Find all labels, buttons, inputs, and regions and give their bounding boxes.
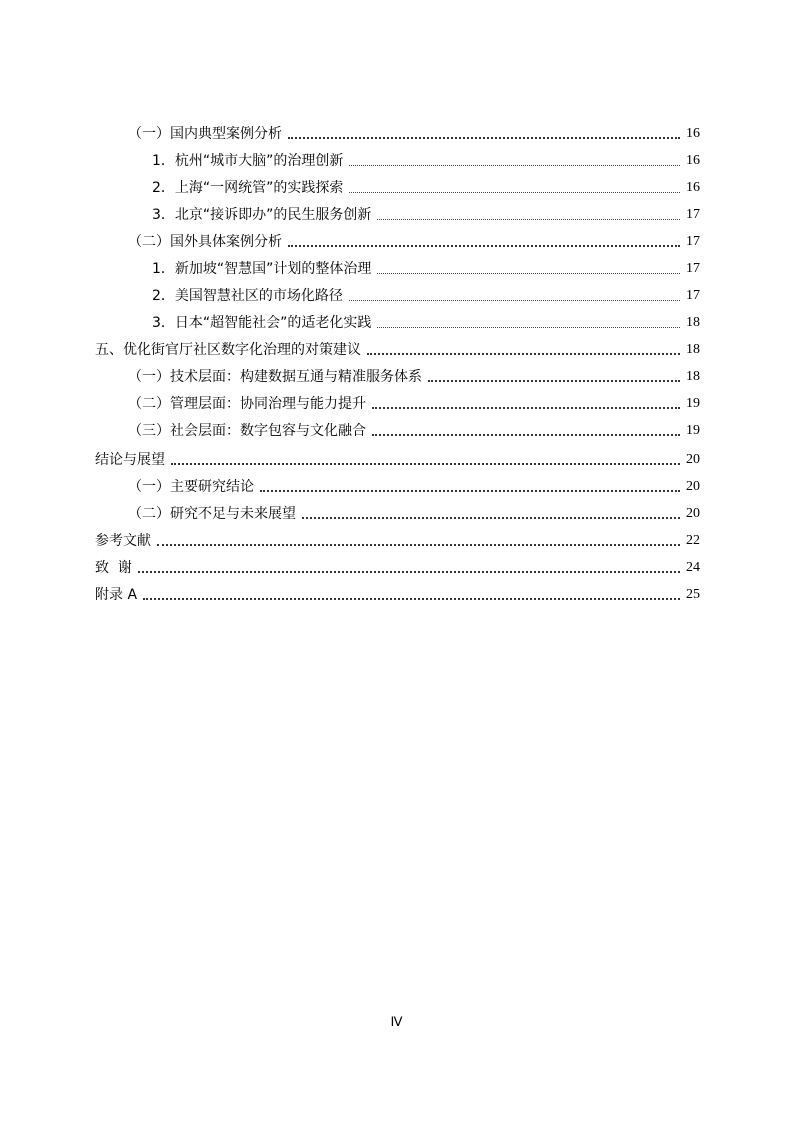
toc-entry[interactable] <box>152 204 700 226</box>
toc-entry-label: 3．北京“接诉即办”的民生服务创新 <box>152 207 372 223</box>
toc-entry-page: 17 <box>686 234 700 249</box>
toc-entry-label: 2．美国智慧社区的市场化路径 <box>152 288 343 304</box>
toc-entry[interactable] <box>152 312 700 334</box>
toc-entry-page: 16 <box>686 153 700 168</box>
toc-entry-page: 18 <box>686 342 700 357</box>
toc-leader-dots <box>372 393 680 415</box>
toc-entry[interactable] <box>128 123 700 145</box>
toc-leader-dots <box>260 476 680 498</box>
toc-entry[interactable] <box>95 339 700 361</box>
toc-entry-page: 17 <box>686 288 700 303</box>
toc-leader-dots <box>171 449 680 471</box>
toc-entry-page: 20 <box>686 506 700 521</box>
toc-entry-label: （三）社会层面：数字包容与文化融合 <box>128 423 366 439</box>
toc-entry-label: （一）技术层面：构建数据互通与精准服务体系 <box>128 369 422 385</box>
toc-entry-label: 1．新加坡“智慧国”计划的整体治理 <box>152 261 372 277</box>
toc-entry-page: 22 <box>686 533 700 548</box>
toc-entry[interactable] <box>152 177 700 199</box>
toc-entry-page: 18 <box>686 315 700 330</box>
toc-leader-dots <box>288 231 680 253</box>
toc-leader-dots <box>367 339 680 361</box>
toc-leader-dots <box>372 420 680 442</box>
toc-leader-dots <box>349 177 680 199</box>
toc-entry-page: 19 <box>686 396 700 411</box>
toc-leader-dots <box>377 312 680 334</box>
toc-entry-label: 参考文献 <box>95 533 151 549</box>
toc-entry-page: 25 <box>686 587 700 602</box>
toc-leader-dots <box>143 584 680 606</box>
toc-entry-label: （二）国外具体案例分析 <box>128 234 282 250</box>
toc-entry-label: 附录 A <box>95 587 138 603</box>
toc-leader-dots <box>302 503 680 525</box>
toc-entry-label: （二）研究不足与未来展望 <box>128 506 296 522</box>
toc-entry-label: 结论与展望 <box>95 452 165 468</box>
toc-leader-dots <box>138 557 680 579</box>
toc-entry-page: 16 <box>686 180 700 195</box>
page-number: Ⅳ <box>390 1014 403 1029</box>
toc-entry-page: 24 <box>686 560 700 575</box>
toc-entry[interactable] <box>95 557 700 579</box>
toc-leader-dots <box>377 258 680 280</box>
toc-entry-label: 2．上海“一网统管”的实践探索 <box>152 180 344 196</box>
toc-entry[interactable] <box>95 584 700 606</box>
toc-leader-dots <box>349 150 680 172</box>
toc-entry-label: （二）管理层面：协同治理与能力提升 <box>128 396 366 412</box>
toc-entry[interactable] <box>152 150 700 172</box>
toc-entry-page: 20 <box>686 479 700 494</box>
toc-leader-dots <box>157 530 680 552</box>
toc-entry-label: 五、优化街官厅社区数字化治理的对策建议 <box>95 342 361 358</box>
toc-entry[interactable] <box>128 393 700 415</box>
toc-entry[interactable] <box>128 366 700 388</box>
toc-entry[interactable] <box>128 503 700 525</box>
toc-leader-dots <box>288 123 680 145</box>
toc-entry[interactable] <box>128 420 700 442</box>
toc-leader-dots <box>377 204 680 226</box>
toc-entry-label: （一）主要研究结论 <box>128 479 254 495</box>
toc-entry-label: （一）国内典型案例分析 <box>128 126 282 142</box>
toc-entry-page: 20 <box>686 452 700 467</box>
toc-entry[interactable] <box>152 258 700 280</box>
toc-entry[interactable] <box>128 231 700 253</box>
toc-entry-label: 3．日本“超智能社会”的适老化实践 <box>152 315 372 331</box>
toc-entry[interactable] <box>95 449 700 471</box>
toc-entry-label: 1．杭州“城市大脑”的治理创新 <box>152 153 344 169</box>
toc-entry[interactable] <box>95 530 700 552</box>
toc-entry-page: 16 <box>686 126 700 141</box>
toc-entry-page: 17 <box>686 261 700 276</box>
toc-entry[interactable] <box>128 476 700 498</box>
toc-entry[interactable] <box>152 285 700 307</box>
toc-leader-dots <box>349 285 680 307</box>
toc-leader-dots <box>428 366 680 388</box>
toc-entry-page: 18 <box>686 369 700 384</box>
toc-entry-label: 致 谢 <box>95 560 132 576</box>
toc-entry-page: 17 <box>686 207 700 222</box>
toc-entry-page: 19 <box>686 423 700 438</box>
